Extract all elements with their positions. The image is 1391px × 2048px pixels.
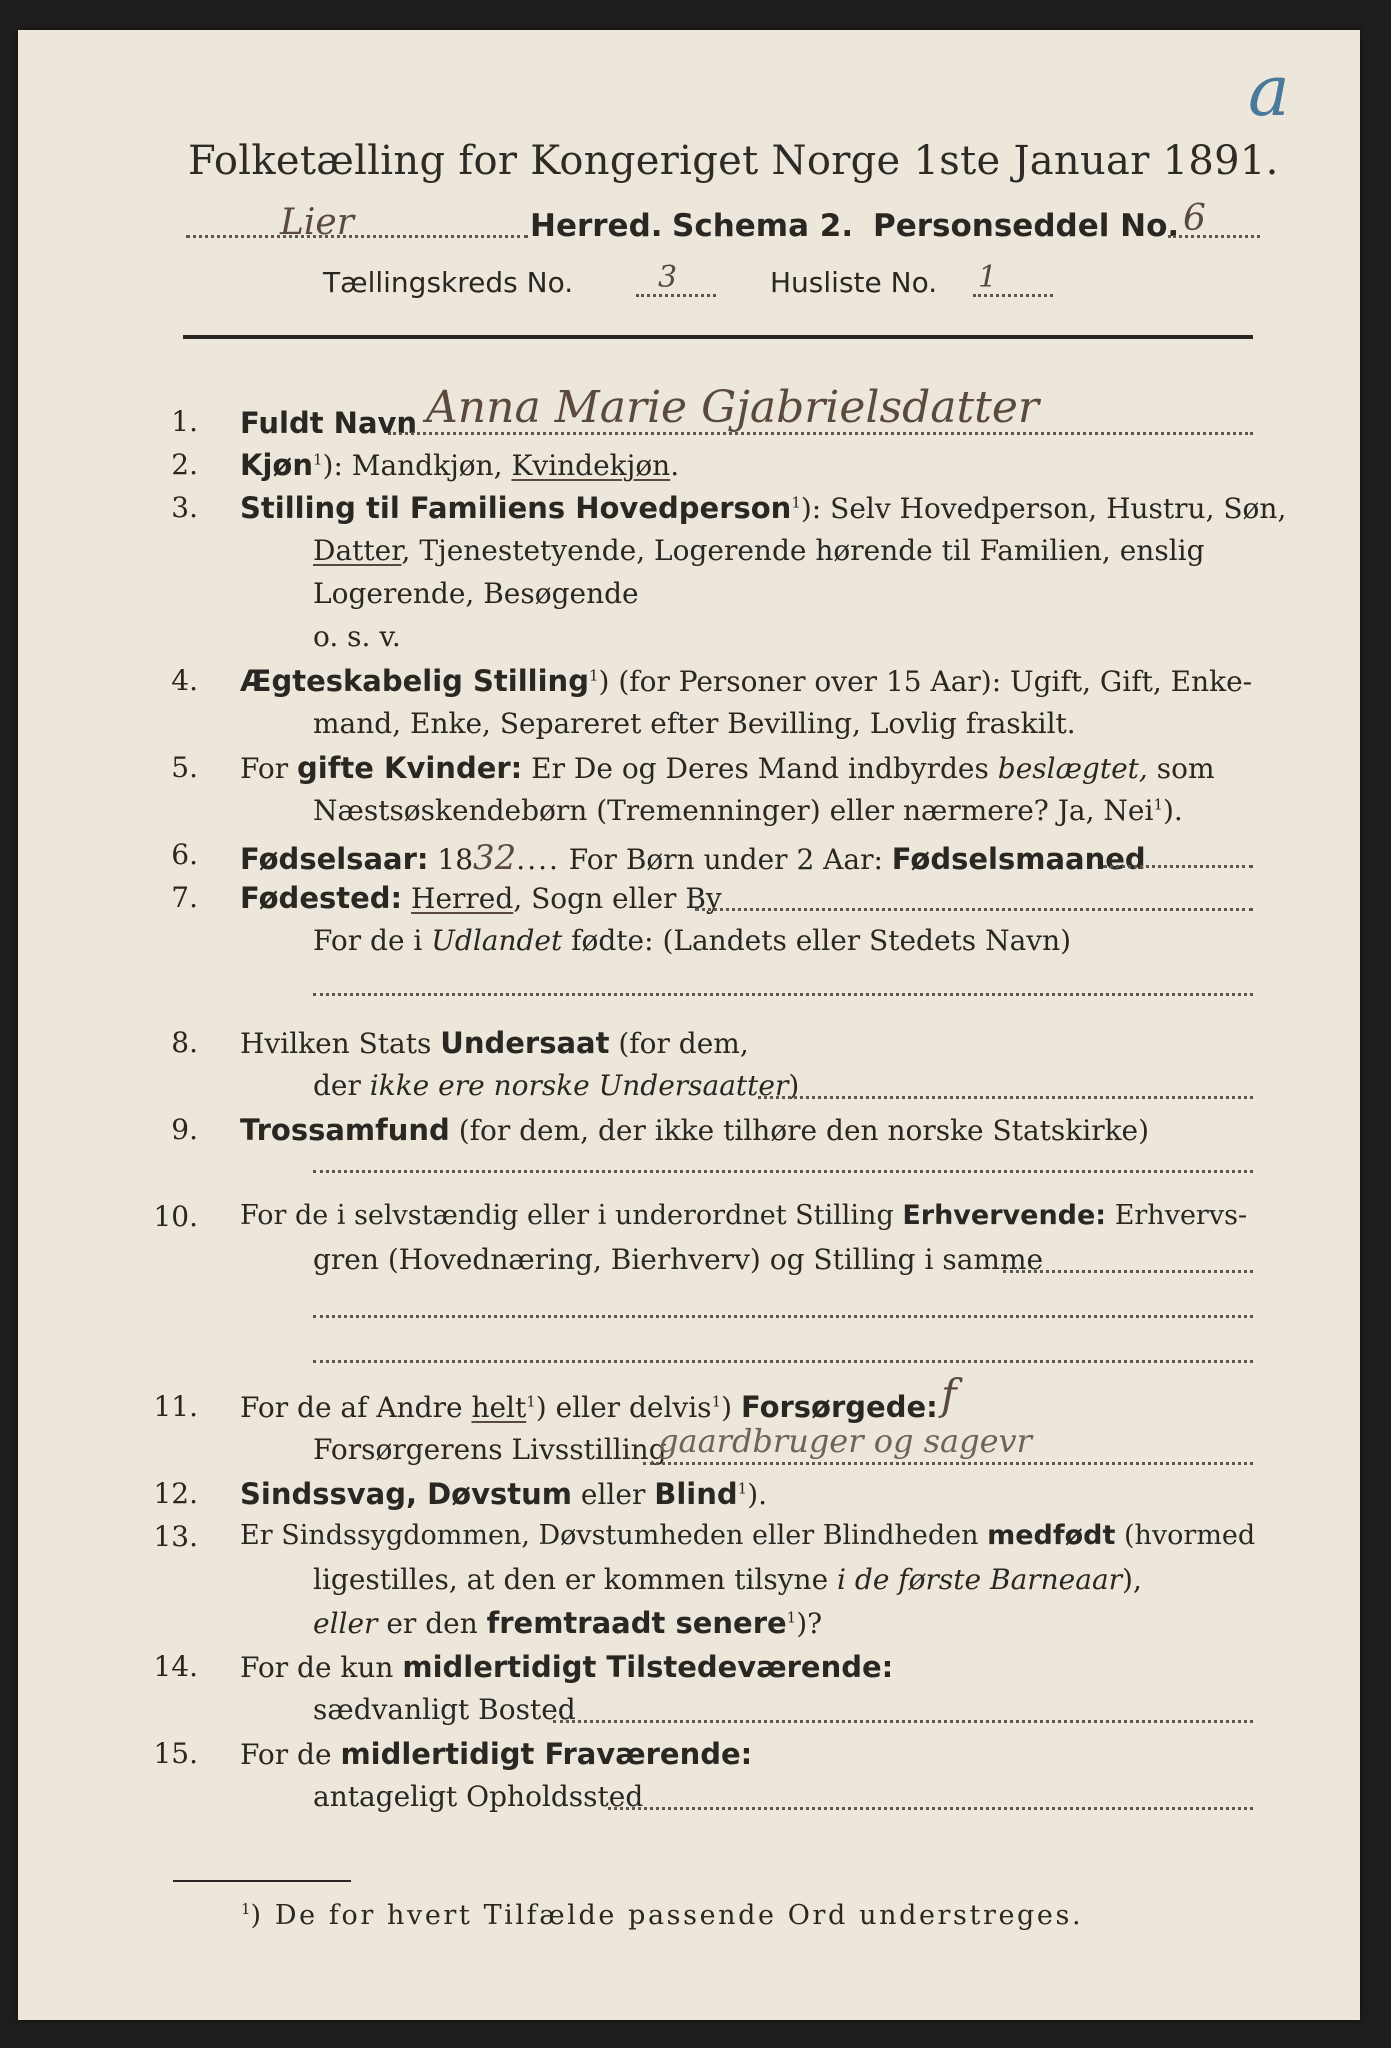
q7-line2	[313, 924, 1071, 957]
q6-label2: Fødselsmaaned	[891, 842, 1146, 876]
q12-number: 12.	[153, 1477, 198, 1510]
q5-number: 5.	[171, 751, 198, 784]
q3-label: Stilling til Familiens Hovedperson	[240, 491, 792, 525]
husliste-value: 1	[978, 260, 998, 295]
q15-number: 15.	[153, 1737, 198, 1770]
q3-line2-text: , Tjenestetyende, Logerende hørende til Familien, enslig	[401, 534, 1205, 567]
q2-text-c: .	[670, 449, 680, 482]
kreds-label: Tællingskreds No.	[323, 266, 574, 299]
q12-sup: 1	[737, 1479, 748, 1498]
q10-number: 10.	[153, 1200, 198, 1233]
q13-line2	[313, 1563, 1142, 1596]
q3-line1	[240, 491, 1286, 525]
q15-line1	[240, 1737, 752, 1771]
q13-line2b: ),	[1122, 1563, 1142, 1596]
q3-number: 3.	[171, 491, 198, 524]
personseddel-label: Personseddel No.	[873, 208, 1180, 244]
q10-blank-line-1	[313, 1315, 1253, 1318]
q5-end: ).	[1162, 794, 1183, 827]
q10-text-b: Erhvervs-	[1106, 1200, 1248, 1231]
personseddel-value: 6	[1183, 198, 1206, 239]
q10-blank-line-2	[313, 1360, 1253, 1363]
q11-text-a: For de af Andre	[240, 1391, 472, 1424]
q4-line2: mand, Enke, Separeret efter Bevilling, Lovlig fraskilt.	[313, 707, 1076, 740]
q10-text-a: For de i selvstændig eller i underordnet Stilling	[240, 1200, 903, 1231]
q6-label: Fødselsaar:	[240, 842, 429, 876]
q8-line2a: der	[313, 1069, 370, 1102]
q7-line1	[240, 881, 722, 915]
q1-label: Fuldt Navn	[240, 406, 418, 440]
q11-sup-1: 1	[526, 1392, 536, 1411]
q13-eller: eller	[313, 1607, 378, 1640]
q7-line2b: fødte: (Landets eller Stedets Navn)	[562, 924, 1072, 957]
q12-label2: Blind	[654, 1477, 738, 1511]
q13-line3	[313, 1606, 822, 1640]
q11-helt: helt	[471, 1391, 527, 1424]
q5-line2	[313, 794, 1183, 827]
q11-text-b: ) eller delvis	[535, 1391, 712, 1424]
q5-text-b: Er De og Deres Mand indbyrdes	[522, 752, 998, 785]
q4-sup: 1	[588, 666, 599, 685]
q13-text-b: (hvormed	[1115, 1520, 1256, 1551]
q10-line1	[240, 1200, 1247, 1231]
q5-italic: beslægtet,	[997, 752, 1148, 785]
q7-herred: Herred	[411, 882, 514, 915]
q8-label: Undersaat	[440, 1026, 610, 1060]
footnote-sup: 1	[241, 1900, 251, 1918]
q3-sup: 1	[791, 493, 801, 512]
q11-line2: Forsørgerens Livsstilling	[313, 1433, 667, 1466]
q1-value: Anna Marie Gjabrielsdatter	[426, 382, 1039, 433]
footnote-text: ) De for hvert Tilfælde passende Ord understreges.	[250, 1900, 1084, 1931]
q5-line1	[240, 751, 1215, 785]
q13-line3b: )?	[796, 1607, 823, 1640]
q5-text-a: For	[240, 752, 298, 785]
q7-text-a: , Sogn eller By	[513, 882, 722, 915]
q5-sup: 1	[1153, 795, 1163, 814]
q6-line: Fødselsaar: 1832.... For Børn under 2 Aar: Fødselsmaaned	[240, 838, 1146, 878]
q8-number: 8.	[171, 1026, 198, 1059]
header-rule	[183, 335, 1253, 339]
q11-number: 11.	[153, 1390, 198, 1423]
schema-label: Schema 2.	[672, 208, 854, 244]
q4-line1	[240, 664, 1252, 698]
q2-kvindekjon: Kvindekjøn	[511, 449, 671, 482]
q11-label: Forsørgede:	[740, 1390, 938, 1424]
q12-end: ).	[747, 1478, 768, 1511]
q11-line1	[240, 1390, 938, 1424]
q3-line3: Logerende, Besøgende	[313, 577, 639, 610]
q5-label: gifte Kvinder:	[297, 751, 523, 785]
q15-dotted-line	[608, 1807, 1253, 1810]
q13-text-a: Er Sindssygdommen, Døvstumheden eller Blindheden	[240, 1520, 988, 1551]
q5-line2-text: Næstsøskendebørn (Tremenninger) eller nærmere? Ja, Nei	[313, 794, 1154, 827]
q15-line2: antageligt Opholdssted	[313, 1780, 644, 1813]
q4-number: 4.	[171, 664, 198, 697]
q2-number: 2.	[171, 448, 198, 481]
q13-label: medfødt	[987, 1520, 1116, 1551]
q6-text-a: 18	[428, 843, 474, 876]
q2-text-a: ): Mandkjøn,	[322, 449, 512, 482]
q14-dotted-line	[553, 1720, 1253, 1723]
q13-number: 13.	[153, 1520, 198, 1553]
q7-dotted-line	[695, 908, 1253, 911]
q8-line1	[240, 1026, 749, 1060]
q14-text-a: For de kun	[240, 1651, 403, 1684]
q9-text: (for dem, der ikke tilhøre den norske Statskirke)	[449, 1114, 1150, 1147]
q6-dotted-line	[1103, 865, 1253, 868]
q11-dotted-line	[643, 1462, 1253, 1465]
footnote	[241, 1900, 1083, 1931]
q15-text-a: For de	[240, 1738, 341, 1771]
q9-number: 9.	[171, 1113, 198, 1146]
herred-dotted-line	[186, 235, 528, 238]
q11-sup-2: 1	[711, 1392, 722, 1411]
q13-label3: fremtraadt senere	[486, 1606, 787, 1640]
husliste-label: Husliste No.	[770, 266, 938, 299]
q14-line1	[240, 1650, 893, 1684]
q11-text-c: )	[721, 1391, 741, 1424]
q7-number: 7.	[171, 881, 198, 914]
footnote-rule	[173, 1880, 351, 1882]
q15-label: midlertidigt Fraværende:	[340, 1737, 753, 1771]
q13-line1	[240, 1520, 1255, 1551]
q6-number: 6.	[171, 838, 198, 871]
q4-label: Ægteskabelig Stilling	[240, 664, 589, 698]
q1-number: 1.	[171, 405, 198, 438]
q2-label: Kjøn	[240, 448, 313, 482]
q2-line	[240, 448, 679, 482]
q5-text-c: som	[1147, 752, 1215, 785]
q12-line	[240, 1477, 767, 1511]
q6-text-b: For Børn under 2 Aar:	[559, 843, 892, 876]
personseddel-dotted-line	[1168, 235, 1260, 238]
q8-line2b: )	[788, 1069, 800, 1102]
q7-blank-line	[313, 993, 1253, 996]
q10-line2: gren (Hovednæring, Bierhverv) og Stilling i samme	[313, 1243, 1044, 1276]
q14-number: 14.	[153, 1650, 198, 1683]
q3-line4: o. s. v.	[313, 620, 401, 653]
q7-udlandet: Udlandet	[431, 924, 563, 957]
q8-italic: ikke ere norske Undersaatter	[369, 1069, 789, 1102]
kreds-value: 3	[658, 260, 678, 295]
q3-line1-text: ): Selv Hovedperson, Hustru, Søn,	[800, 492, 1287, 525]
q8-text-a: Hvilken Stats	[240, 1027, 441, 1060]
q10-dotted-line	[1003, 1270, 1253, 1273]
q10-label: Erhvervende:	[902, 1200, 1107, 1231]
q8-line2	[313, 1069, 799, 1102]
q9-line	[240, 1113, 1149, 1147]
q11-value: f	[941, 1370, 957, 1419]
q8-text-b: (for dem,	[609, 1027, 749, 1060]
q3-line2	[313, 534, 1205, 567]
q9-blank-line	[313, 1170, 1253, 1173]
q8-dotted-line	[758, 1096, 1253, 1099]
q11-line2-value: gaardbruger og sagevr	[658, 1422, 1032, 1460]
herred-value: Lier	[280, 202, 354, 243]
q13-italic: i de første Barneaar	[837, 1563, 1123, 1596]
census-form-page	[18, 30, 1360, 2020]
q13-sup: 1	[786, 1608, 797, 1627]
corner-handwritten-mark: a	[1248, 50, 1290, 132]
q13-line3a: er den	[377, 1607, 487, 1640]
q9-label: Trossamfund	[240, 1113, 450, 1147]
q14-label: midlertidigt Tilstedeværende:	[402, 1650, 894, 1684]
q2-sup: 1	[312, 450, 323, 469]
q4-line1-text: ) (for Personer over 15 Aar): Ugift, Gift, Enke-	[598, 665, 1253, 698]
herred-label: Herred.	[530, 208, 663, 244]
q13-line2a: ligestilles, at den er kommen tilsyne	[313, 1563, 838, 1596]
q12-label: Sindssvag, Døvstum	[240, 1477, 572, 1511]
q14-line2: sædvanligt Bosted	[313, 1693, 576, 1726]
q3-datter: Datter	[313, 534, 402, 567]
q7-label: Fødested:	[240, 881, 403, 915]
form-title: Folketælling for Kongeriget Norge 1ste Januar 1891.	[188, 138, 1279, 184]
q7-line2a: For de i	[313, 924, 432, 957]
q12-text: eller	[572, 1478, 655, 1511]
q6-value: 32	[473, 838, 517, 878]
